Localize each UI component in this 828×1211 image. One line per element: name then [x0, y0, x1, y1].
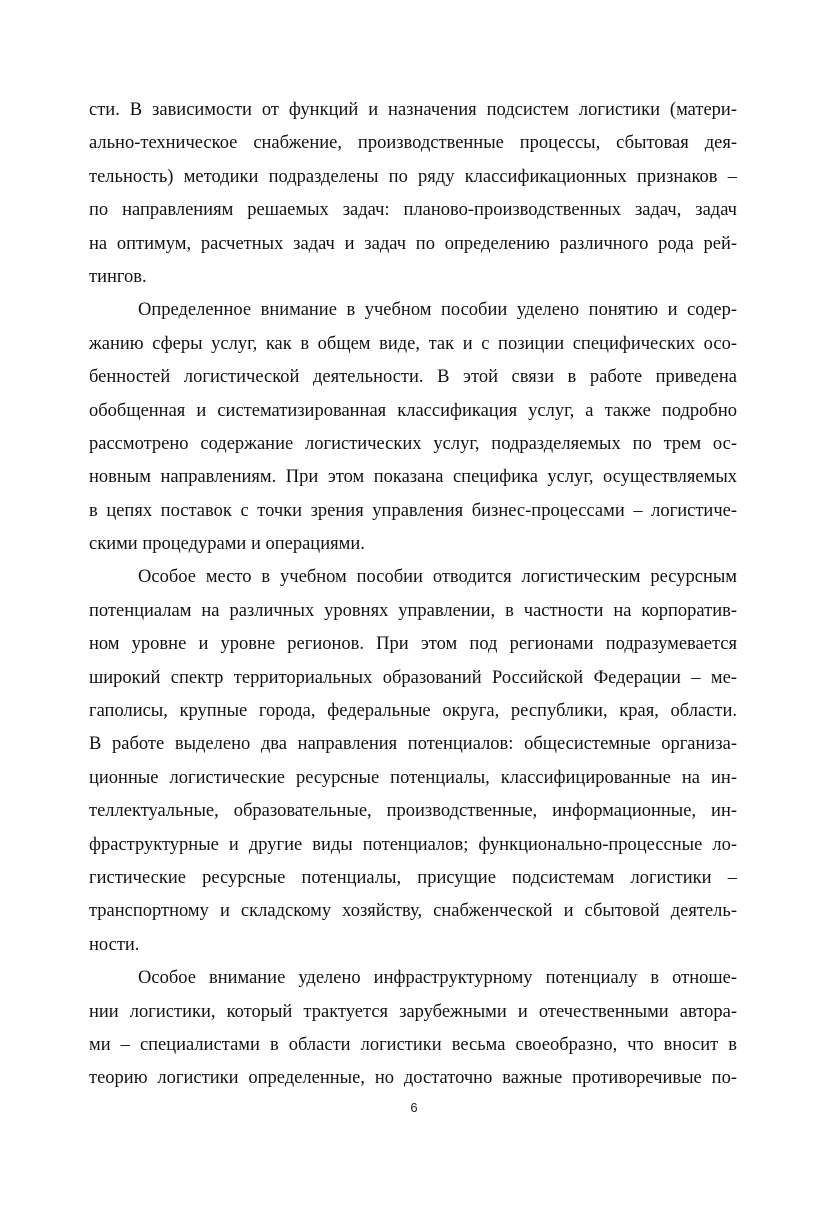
text-line: бенностей логистической деятельности. В этой связи в работе приведена	[89, 367, 737, 388]
text-line: нии логистики, который трактуется зарубежными и отечественными автора-	[89, 1001, 737, 1022]
text-line: сти. В зависимости от функций и назначения подсистем логистики (матери-	[89, 100, 737, 120]
text-line: ми – специалистами в области логистики весьма своеобразно, что вносит в	[89, 1034, 737, 1055]
text-line: на оптимум, расчетных задач и задач по определению различного рода рей-	[89, 233, 737, 254]
text-line: В работе выделено два направления потенциалов: общесистемные организа-	[89, 734, 737, 755]
text-line: гистические ресурсные потенциалы, присущие подсистемам логистики –	[89, 867, 737, 888]
text-line: в цепях поставок с точки зрения управления бизнес-процессами – логистиче-	[89, 500, 737, 521]
text-line: ности.	[89, 934, 140, 955]
text-line: транспортному и складскому хозяйству, снабженческой и сбытовой деятель-	[89, 901, 737, 922]
text-line: ально-техническое снабжение, производственные процессы, сбытовая дея-	[89, 133, 737, 154]
text-line: тингов.	[89, 266, 147, 287]
text-line: Определенное внимание в учебном пособии уделено понятию и содер-	[138, 300, 737, 321]
text-line: тельность) методики подразделены по ряду классификационных признаков –	[89, 166, 737, 187]
text-line: ном уровне и уровне регионов. При этом под регионами подразумевается	[89, 634, 737, 655]
body-text	[89, 94, 737, 1096]
text-line: гаполисы, крупные города, федеральные округа, республики, края, области.	[89, 701, 737, 722]
text-line: обобщенная и систематизированная классификация услуг, а также подробно	[89, 400, 737, 421]
text-line: теорию логистики определенные, но достаточно важные противоречивые по-	[89, 1068, 737, 1089]
text-line: потенциалам на различных уровнях управлении, в частности на корпоратив-	[89, 600, 737, 621]
text-line: теллектуальные, образовательные, производственные, информационные, ин-	[89, 801, 737, 822]
text-line: Особое внимание уделено инфраструктурному потенциалу в отноше-	[138, 968, 737, 989]
text-line: скими процедурами и операциями.	[89, 534, 365, 555]
text-line: по направлениям решаемых задач: планово-производственных задач, задач	[89, 200, 737, 221]
page-number: 6	[410, 1100, 418, 1115]
text-line: жанию сферы услуг, как в общем виде, так и с позиции специфических осо-	[89, 333, 737, 354]
text-line: Особое место в учебном пособии отводится логистическим ресурсным	[138, 567, 737, 588]
text-line: новным направлениям. При этом показана специфика услуг, осуществляемых	[89, 467, 737, 488]
text-line: широкий спектр территориальных образований Российской Федерации – ме-	[89, 667, 737, 688]
text-line: фраструктурные и другие виды потенциалов; функционально-процессные ло-	[89, 834, 737, 855]
text-line: рассмотрено содержание логистических услуг, подразделяемых по трем ос-	[89, 433, 737, 454]
text-line: ционные логистические ресурсные потенциалы, классифицированные на ин-	[89, 767, 737, 788]
